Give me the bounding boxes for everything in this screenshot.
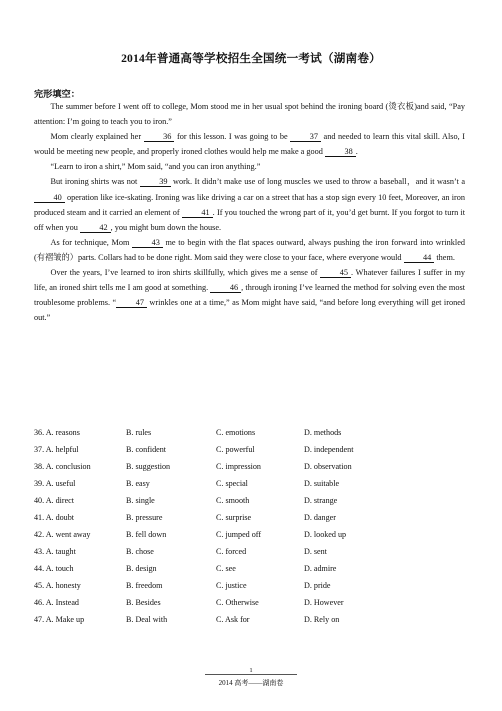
option-row: [34, 492, 465, 509]
option-row: [34, 441, 465, 458]
option-d: D. observation: [304, 462, 352, 471]
option-row: [34, 458, 465, 475]
option-a: 43. A. taught: [34, 547, 76, 556]
answer-options: [34, 424, 465, 628]
paragraph-1: [34, 99, 465, 129]
text-segment: Mom clearly explained her: [50, 132, 144, 142]
option-b: B. design: [126, 564, 157, 573]
blank-43: 43: [132, 238, 163, 248]
blank-39: 39: [140, 177, 171, 187]
option-d: D. Rely on: [304, 615, 340, 624]
blank-40: 40: [34, 193, 65, 203]
paragraph-2: [34, 129, 465, 159]
option-row: [34, 509, 465, 526]
option-c: C. forced: [216, 547, 247, 556]
option-b: B. rules: [126, 428, 152, 437]
paragraph-3: [34, 159, 465, 174]
text-segment: .: [355, 147, 358, 157]
option-a: 39. A. useful: [34, 479, 76, 488]
blank-42: 42: [80, 223, 111, 233]
option-a: 37. A. helpful: [34, 445, 79, 454]
text-segment: for this lesson. I was going to be: [174, 132, 291, 142]
option-row: [34, 424, 465, 441]
cloze-passage: [34, 99, 465, 325]
page-title: 2014年普通高等学校招生全国统一考试（湖南卷）: [121, 52, 381, 65]
option-row: [34, 611, 465, 628]
option-row: [34, 475, 465, 492]
text-segment: As for technique, Mom: [50, 237, 133, 247]
text-segment: operation like ice-skating. Ironing was like driving a car on a street that has a stop sign every 10 feet, Moreover, an iron produced steam and it carried an element of: [34, 192, 465, 217]
option-c: C. justice: [216, 581, 247, 590]
text-segment: and needed to learn this vital skill. Also, I would be meeting new people, and properly ironed clothes would help me make a good: [34, 132, 465, 157]
text-segment: them.: [434, 252, 455, 262]
option-c: C. powerful: [216, 445, 255, 454]
option-b: B. single: [126, 496, 155, 505]
option-c: C. Otherwise: [216, 598, 259, 607]
option-d: D. independent: [304, 445, 354, 454]
option-d: D. However: [304, 598, 344, 607]
page-footer: 2014 高考——湖南卷: [218, 679, 284, 687]
option-d: D. pride: [304, 581, 331, 590]
option-a: 47. A. Make up: [34, 615, 85, 624]
option-row: [34, 594, 465, 611]
blank-37: 37: [290, 132, 321, 142]
blank-45: 45: [320, 268, 351, 278]
text-segment: But ironing shirts was not: [50, 177, 140, 187]
paragraph-6: [34, 265, 465, 325]
option-c: C. jumped off: [216, 530, 262, 539]
option-row: [34, 560, 465, 577]
option-c: C. smooth: [216, 496, 250, 505]
option-b: B. chose: [126, 547, 154, 556]
option-d: D. admire: [304, 564, 337, 573]
option-c: C. surprise: [216, 513, 252, 522]
footer-divider: [205, 674, 297, 675]
option-c: C. special: [216, 479, 248, 488]
text-segment: Over the years, I’ve learned to iron shirts skillfully, which gives me a sense of: [50, 268, 321, 278]
option-a: 38. A. conclusion: [34, 462, 91, 471]
option-a: 44. A. touch: [34, 564, 74, 573]
blank-46: 46: [210, 283, 241, 293]
text-segment: wrinkles one at a time,” as Mom might have said, “and before long everything will get ironed out.”: [34, 298, 465, 323]
text-segment: work. It didn’t make use of long muscles we used to throw a baseball，and it wasn’t a: [170, 177, 465, 187]
option-a: 40. A. direct: [34, 496, 75, 505]
option-c: C. see: [216, 564, 236, 573]
paragraph-4: [34, 174, 465, 234]
option-b: B. confident: [126, 445, 167, 454]
text-segment: The summer before I went off to college, Mom stood me in her usual spot behind the ironing board (烫衣板)and said, “Pay attention: I’m going to teach you to iron.”: [34, 102, 465, 127]
option-b: B. pressure: [126, 513, 163, 522]
paragraph-5: [34, 235, 465, 265]
option-b: B. Deal with: [126, 615, 168, 624]
text-segment: “Learn to iron a shirt,” Mom said, “and you can iron anything.”: [50, 162, 261, 172]
option-a: 36. A. reasons: [34, 428, 80, 437]
text-segment: . If you touched the wrong part of it, you’d get burnt. If you forgot to turn it off when you: [34, 207, 465, 232]
option-b: B. Besides: [126, 598, 161, 607]
option-c: C. emotions: [216, 428, 256, 437]
section-label: 完形填空：: [34, 89, 80, 99]
option-row: [34, 543, 465, 560]
text-segment: . Whatever failures I suffer in my life, an ironed shirt tells me I am good at something.: [34, 268, 466, 293]
option-a: 45. A. honesty: [34, 581, 81, 590]
text-segment: , you might bum down the house.: [110, 222, 222, 232]
option-row: [34, 577, 465, 594]
option-b: B. freedom: [126, 581, 163, 590]
blank-36: 36: [144, 132, 175, 142]
option-b: B. easy: [126, 479, 150, 488]
blank-47: 47: [116, 298, 147, 308]
option-a: 46. A. Instead: [34, 598, 79, 607]
option-d: D. sent: [304, 547, 327, 556]
option-row: [34, 526, 465, 543]
option-b: B. suggestion: [126, 462, 171, 471]
option-d: D. danger: [304, 513, 336, 522]
option-d: D. suitable: [304, 479, 340, 488]
text-segment: , through ironing I’ve learned the method for solving even the most troublesome problems. “: [34, 283, 465, 308]
option-b: B. fell down: [126, 530, 167, 539]
blank-44: 44: [404, 253, 435, 263]
option-a: 41. A. doubt: [34, 513, 75, 522]
option-c: C. impression: [216, 462, 261, 471]
option-d: D. methods: [304, 428, 342, 437]
blank-38: 38: [325, 147, 356, 157]
page-number: 1: [249, 667, 253, 674]
option-a: 42. A. went away: [34, 530, 91, 539]
option-c: C. Ask for: [216, 615, 250, 624]
option-d: D. strange: [304, 496, 338, 505]
text-segment: me to begin with the flat spaces outward, always pushing the iron forward into wrinkled (有褶皱的）parts. Collars had to be done right. Mom said they were close to your face, where everyone would: [34, 237, 465, 262]
option-d: D. looked up: [304, 530, 347, 539]
blank-41: 41: [182, 208, 213, 218]
